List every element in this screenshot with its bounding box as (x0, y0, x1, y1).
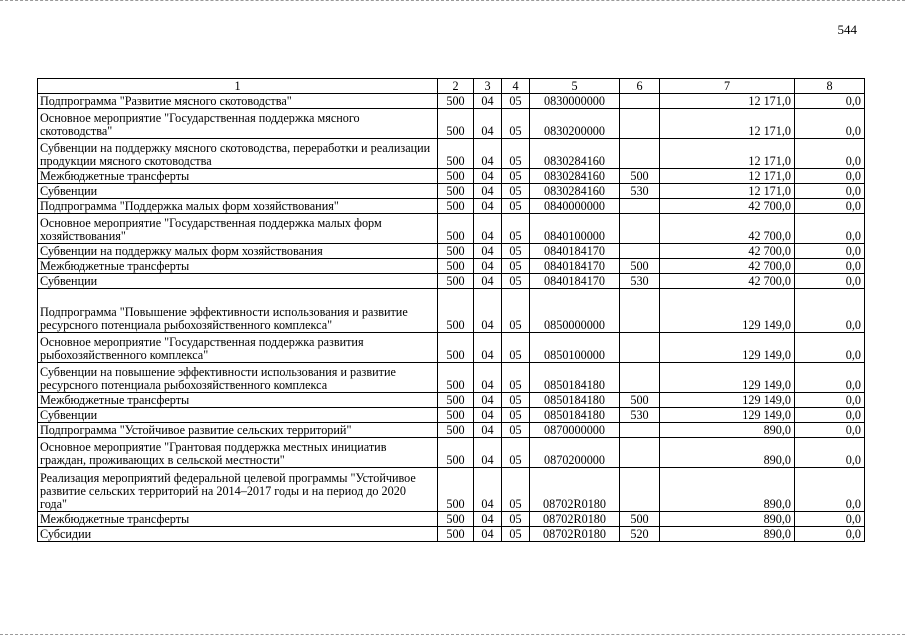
row-name-cell: Субвенции (38, 274, 438, 289)
ministry-code-cell: 500 (438, 169, 474, 184)
section-code-cell: 04 (474, 169, 502, 184)
amount-cell: 42 700,0 (660, 259, 795, 274)
ministry-code-cell: 500 (438, 214, 474, 244)
row-name-cell: Субвенции на повышение эффективности использования и развитие ресурсного потенциала рыбохозяйственного комплекса (38, 363, 438, 393)
amount-2-cell: 0,0 (795, 408, 865, 423)
table-row (38, 274, 865, 289)
table-row (38, 94, 865, 109)
table-header-row (38, 79, 865, 94)
target-article-cell: 0830284160 (530, 184, 620, 199)
row-name-cell: Межбюджетные трансферты (38, 393, 438, 408)
amount-cell: 12 171,0 (660, 109, 795, 139)
amount-2-cell: 0,0 (795, 289, 865, 333)
expense-type-cell: 500 (620, 259, 660, 274)
target-article-cell: 0870000000 (530, 423, 620, 438)
ministry-code-cell: 500 (438, 408, 474, 423)
table-row (38, 184, 865, 199)
target-article-cell: 08702R0180 (530, 527, 620, 542)
target-article-cell: 0850000000 (530, 289, 620, 333)
subsection-code-cell: 05 (502, 363, 530, 393)
target-article-cell: 0840184170 (530, 259, 620, 274)
budget-table-body (38, 79, 865, 542)
amount-2-cell: 0,0 (795, 438, 865, 468)
target-article-cell: 08702R0180 (530, 512, 620, 527)
row-name-cell: Основное мероприятие "Грантовая поддержка местных инициатив граждан, проживающих в сельской местности" (38, 438, 438, 468)
table-row (38, 259, 865, 274)
amount-2-cell: 0,0 (795, 363, 865, 393)
subsection-code-cell: 05 (502, 259, 530, 274)
table-row (38, 468, 865, 512)
row-name-cell: Межбюджетные трансферты (38, 169, 438, 184)
header-cell: 6 (620, 79, 660, 94)
amount-cell: 890,0 (660, 527, 795, 542)
table-row (38, 408, 865, 423)
target-article-cell: 0830284160 (530, 139, 620, 169)
amount-2-cell: 0,0 (795, 393, 865, 408)
section-code-cell: 04 (474, 199, 502, 214)
ministry-code-cell: 500 (438, 512, 474, 527)
amount-2-cell: 0,0 (795, 512, 865, 527)
target-article-cell: 0830284160 (530, 169, 620, 184)
expense-type-cell (620, 289, 660, 333)
subsection-code-cell: 05 (502, 244, 530, 259)
amount-2-cell: 0,0 (795, 94, 865, 109)
subsection-code-cell: 05 (502, 139, 530, 169)
row-name-cell: Субсидии (38, 527, 438, 542)
subsection-code-cell: 05 (502, 214, 530, 244)
subsection-code-cell: 05 (502, 512, 530, 527)
table-row (38, 109, 865, 139)
amount-cell: 12 171,0 (660, 94, 795, 109)
header-cell: 1 (38, 79, 438, 94)
section-code-cell: 04 (474, 274, 502, 289)
subsection-code-cell: 05 (502, 199, 530, 214)
target-article-cell: 0850184180 (530, 363, 620, 393)
ministry-code-cell: 500 (438, 109, 474, 139)
amount-2-cell: 0,0 (795, 184, 865, 199)
header-cell: 7 (660, 79, 795, 94)
expense-type-cell (620, 244, 660, 259)
section-code-cell: 04 (474, 408, 502, 423)
amount-2-cell: 0,0 (795, 214, 865, 244)
row-name-cell: Межбюджетные трансферты (38, 512, 438, 527)
expense-type-cell: 530 (620, 184, 660, 199)
target-article-cell: 0840100000 (530, 214, 620, 244)
section-code-cell: 04 (474, 184, 502, 199)
amount-cell: 129 149,0 (660, 289, 795, 333)
row-name-cell: Подпрограмма "Повышение эффективности использования и развитие ресурсного потенциала рыбохозяйственного комплекса" (38, 289, 438, 333)
amount-cell: 890,0 (660, 468, 795, 512)
table-row (38, 423, 865, 438)
section-code-cell: 04 (474, 423, 502, 438)
row-name-cell: Подпрограмма "Развитие мясного скотоводства" (38, 94, 438, 109)
section-code-cell: 04 (474, 214, 502, 244)
amount-cell: 12 171,0 (660, 184, 795, 199)
subsection-code-cell: 05 (502, 408, 530, 423)
expense-type-cell (620, 94, 660, 109)
target-article-cell: 0830000000 (530, 94, 620, 109)
table-row (38, 333, 865, 363)
target-article-cell: 0840000000 (530, 199, 620, 214)
expense-type-cell (620, 139, 660, 169)
amount-2-cell: 0,0 (795, 468, 865, 512)
table-row (38, 169, 865, 184)
expense-type-cell (620, 214, 660, 244)
header-cell: 8 (795, 79, 865, 94)
ministry-code-cell: 500 (438, 363, 474, 393)
page-number: 544 (837, 22, 857, 37)
expense-type-cell (620, 199, 660, 214)
ministry-code-cell: 500 (438, 184, 474, 199)
row-name-cell: Основное мероприятие "Государственная поддержка мясного скотоводства" (38, 109, 438, 139)
subsection-code-cell: 05 (502, 109, 530, 139)
expense-type-cell (620, 468, 660, 512)
section-code-cell: 04 (474, 512, 502, 527)
expense-type-cell: 520 (620, 527, 660, 542)
section-code-cell: 04 (474, 468, 502, 512)
row-name-cell: Субвенции на поддержку мясного скотоводства, переработки и реализации продукции мясного скотоводства (38, 139, 438, 169)
amount-cell: 42 700,0 (660, 244, 795, 259)
table-row (38, 244, 865, 259)
row-name-cell: Реализация мероприятий федеральной целевой программы "Устойчивое развитие сельских территорий на 2014–2017 годы и на период до 2020 года" (38, 468, 438, 512)
target-article-cell: 0840184170 (530, 244, 620, 259)
expense-type-cell (620, 333, 660, 363)
amount-2-cell: 0,0 (795, 333, 865, 363)
row-name-cell: Основное мероприятие "Государственная поддержка развития рыбохозяйственного комплекса" (38, 333, 438, 363)
table-row (38, 393, 865, 408)
ministry-code-cell: 500 (438, 259, 474, 274)
subsection-code-cell: 05 (502, 94, 530, 109)
section-code-cell: 04 (474, 527, 502, 542)
subsection-code-cell: 05 (502, 468, 530, 512)
expense-type-cell (620, 438, 660, 468)
row-name-cell: Субвенции на поддержку малых форм хозяйствования (38, 244, 438, 259)
amount-2-cell: 0,0 (795, 274, 865, 289)
section-code-cell: 04 (474, 244, 502, 259)
ministry-code-cell: 500 (438, 274, 474, 289)
expense-type-cell: 500 (620, 393, 660, 408)
row-name-cell: Основное мероприятие "Государственная поддержка малых форм хозяйствования" (38, 214, 438, 244)
table-row (38, 139, 865, 169)
ministry-code-cell: 500 (438, 289, 474, 333)
section-code-cell: 04 (474, 333, 502, 363)
table-row (38, 289, 865, 333)
ministry-code-cell: 500 (438, 527, 474, 542)
section-code-cell: 04 (474, 94, 502, 109)
target-article-cell: 0840184170 (530, 274, 620, 289)
ministry-code-cell: 500 (438, 244, 474, 259)
subsection-code-cell: 05 (502, 333, 530, 363)
table-row (38, 199, 865, 214)
section-code-cell: 04 (474, 438, 502, 468)
target-article-cell: 08702R0180 (530, 468, 620, 512)
scan-edge-top (0, 0, 905, 3)
subsection-code-cell: 05 (502, 289, 530, 333)
amount-cell: 890,0 (660, 423, 795, 438)
subsection-code-cell: 05 (502, 438, 530, 468)
row-name-cell: Субвенции (38, 408, 438, 423)
amount-cell: 890,0 (660, 512, 795, 527)
ministry-code-cell: 500 (438, 393, 474, 408)
section-code-cell: 04 (474, 259, 502, 274)
amount-cell: 129 149,0 (660, 393, 795, 408)
subsection-code-cell: 05 (502, 274, 530, 289)
header-cell: 5 (530, 79, 620, 94)
section-code-cell: 04 (474, 139, 502, 169)
amount-cell: 42 700,0 (660, 274, 795, 289)
expense-type-cell: 500 (620, 169, 660, 184)
amount-cell: 129 149,0 (660, 408, 795, 423)
budget-table (37, 78, 865, 542)
target-article-cell: 0850184180 (530, 408, 620, 423)
table-row (38, 363, 865, 393)
ministry-code-cell: 500 (438, 94, 474, 109)
subsection-code-cell: 05 (502, 169, 530, 184)
row-name-cell: Субвенции (38, 184, 438, 199)
ministry-code-cell: 500 (438, 438, 474, 468)
row-name-cell: Подпрограмма "Устойчивое развитие сельских территорий" (38, 423, 438, 438)
expense-type-cell (620, 109, 660, 139)
subsection-code-cell: 05 (502, 393, 530, 408)
ministry-code-cell: 500 (438, 333, 474, 363)
amount-cell: 129 149,0 (660, 333, 795, 363)
ministry-code-cell: 500 (438, 468, 474, 512)
amount-2-cell: 0,0 (795, 244, 865, 259)
amount-2-cell: 0,0 (795, 169, 865, 184)
amount-cell: 42 700,0 (660, 214, 795, 244)
expense-type-cell: 530 (620, 274, 660, 289)
expense-type-cell (620, 423, 660, 438)
table-row (38, 214, 865, 244)
row-name-cell: Подпрограмма "Поддержка малых форм хозяйствования" (38, 199, 438, 214)
amount-cell: 12 171,0 (660, 169, 795, 184)
expense-type-cell (620, 363, 660, 393)
expense-type-cell: 530 (620, 408, 660, 423)
scan-edge-bottom (0, 634, 905, 637)
expense-type-cell: 500 (620, 512, 660, 527)
table-row (38, 438, 865, 468)
section-code-cell: 04 (474, 363, 502, 393)
table-row (38, 512, 865, 527)
header-cell: 4 (502, 79, 530, 94)
subsection-code-cell: 05 (502, 184, 530, 199)
header-cell: 3 (474, 79, 502, 94)
table-row (38, 527, 865, 542)
amount-2-cell: 0,0 (795, 527, 865, 542)
ministry-code-cell: 500 (438, 199, 474, 214)
amount-cell: 890,0 (660, 438, 795, 468)
amount-2-cell: 0,0 (795, 423, 865, 438)
amount-2-cell: 0,0 (795, 109, 865, 139)
subsection-code-cell: 05 (502, 527, 530, 542)
amount-cell: 12 171,0 (660, 139, 795, 169)
amount-2-cell: 0,0 (795, 259, 865, 274)
target-article-cell: 0850100000 (530, 333, 620, 363)
row-name-cell: Межбюджетные трансферты (38, 259, 438, 274)
section-code-cell: 04 (474, 109, 502, 139)
target-article-cell: 0830200000 (530, 109, 620, 139)
section-code-cell: 04 (474, 289, 502, 333)
target-article-cell: 0870200000 (530, 438, 620, 468)
amount-cell: 42 700,0 (660, 199, 795, 214)
ministry-code-cell: 500 (438, 423, 474, 438)
amount-cell: 129 149,0 (660, 363, 795, 393)
subsection-code-cell: 05 (502, 423, 530, 438)
amount-2-cell: 0,0 (795, 139, 865, 169)
header-cell: 2 (438, 79, 474, 94)
section-code-cell: 04 (474, 393, 502, 408)
ministry-code-cell: 500 (438, 139, 474, 169)
amount-2-cell: 0,0 (795, 199, 865, 214)
target-article-cell: 0850184180 (530, 393, 620, 408)
